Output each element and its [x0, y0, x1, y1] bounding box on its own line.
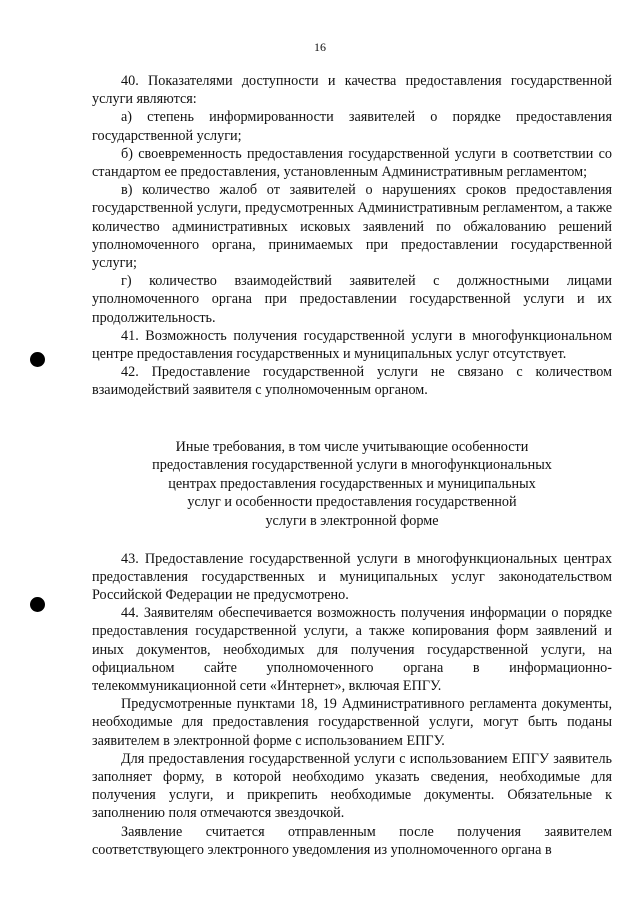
paragraph-43: 43. Предоставление государственной услуги в многофункциональных центрах предоставления государственных и муниципальных услуг законодательством Российской Федерации не предусмотрено.: [92, 550, 612, 604]
section-heading-line: центрах предоставления государственных и муниципальных: [168, 475, 536, 492]
punch-hole-marker: [30, 597, 45, 612]
paragraph-44: 44. Заявителям обеспечивается возможность получения информации о порядке предоставления государственной услуги, а также копирования форм заявлений и иных документов, необходимых для получения государственной услуги, на официальном сайте уполномоченного органа в информационно-телекоммуникационной сети «Интернет», включая ЕПГУ.: [92, 605, 612, 695]
section-heading-line: предоставления государственной услуги в многофункциональных: [152, 457, 552, 474]
document-body: [92, 72, 612, 859]
paragraph-40v: в) количество жалоб от заявителей о нарушениях сроков предоставления государственной услуги, предусмотренных Административным регламентом, а также количество административных исковых заявлений по обжалованию решений уполномоченного органа, принимаемых при предоставлении государственной услуги;: [92, 182, 612, 272]
section-heading-line: услуг и особенности предоставления государственной: [187, 494, 517, 511]
paragraph-44-submission: Заявление считается отправленным после получения заявителем соответствующего электронного уведомления из уполномоченного органа в: [92, 823, 612, 858]
paragraph-40b: б) своевременность предоставления государственной услуги в соответствии со стандартом ее предоставления, установленным Административным регламентом;: [92, 145, 612, 181]
section-heading: [92, 438, 612, 531]
paragraph-44-form: Для предоставления государственной услуги с использованием ЕПГУ заявитель заполняет форму, в которой необходимо указать сведения, необходимые для получения услуги, и прикрепить необходимые документы. Обязательные к заполнению поля отмечаются звездочкой.: [92, 750, 612, 822]
paragraph-40g: г) количество взаимодействий заявителей с должностными лицами уполномоченного органа при предоставлении государственной услуги и их продолжительность.: [92, 273, 612, 326]
page-number: 16: [314, 40, 326, 54]
paragraph-40: 40. Показателями доступности и качества предоставления государственной услуги являются:: [92, 73, 612, 108]
paragraph-42: 42. Предоставление государственной услуги не связано с количеством взаимодействий заявителя с уполномоченным органом.: [92, 364, 612, 399]
paragraph-41: 41. Возможность получения государственной услуги в многофункциональном центре предоставления государственных и муниципальных услуг отсутствует.: [92, 327, 612, 363]
punch-hole-marker: [30, 352, 45, 367]
paragraph-44-documents: Предусмотренные пунктами 18, 19 Административного регламента документы, необходимые для предоставления государственной услуги, могут быть поданы заявителем в электронной форме с использованием ЕПГУ.: [92, 696, 612, 749]
section-heading-line: Иные требования, в том числе учитывающие особенности: [175, 438, 529, 455]
section-heading-line: услуги в электронной форме: [265, 513, 439, 530]
paragraph-40a: а) степень информированности заявителей о порядке предоставления государственной услуги;: [92, 109, 612, 144]
